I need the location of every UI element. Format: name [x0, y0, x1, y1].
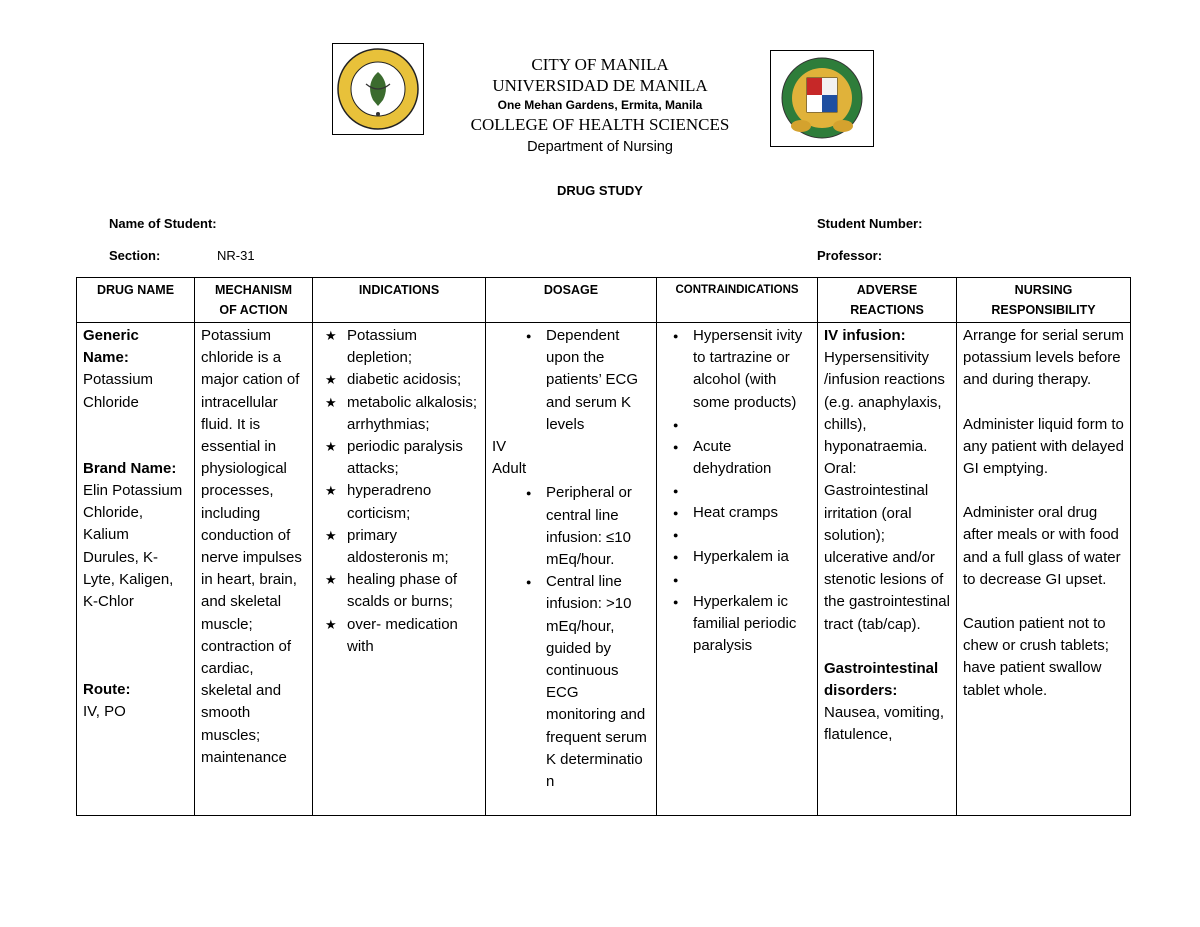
cell-adverse-reactions [818, 323, 957, 816]
dosage-route: IV [492, 438, 507, 456]
header-mechanism: MECHANISM OF ACTION [195, 278, 313, 323]
list-item: ● Hypersensit ivity to tartrazine or alcohol (with some products) [663, 325, 811, 414]
header-drug-name: DRUG NAME [77, 278, 195, 323]
table-header-row [77, 278, 1131, 323]
header-indications: INDICATIONS [313, 278, 486, 323]
list-item: ★ primary aldosteronis m; [319, 525, 479, 569]
list-item: ★ healing phase of scalds or burns; [319, 569, 479, 613]
adverse-gi-text: Nausea, vomiting, flatulence, [824, 704, 945, 744]
header-contraindications: CONTRAINDICATIONS [657, 278, 818, 323]
header-city: CITY OF MANILA [531, 55, 669, 74]
header-university: UNIVERSIDAD DE MANILA [492, 76, 708, 95]
list-item: ★ metabolic alkalosis; arrhythmias; [319, 392, 479, 436]
document-title: DRUG STUDY [557, 183, 643, 198]
table-row [77, 323, 1131, 816]
header-dosage: DOSAGE [486, 278, 657, 323]
section-value: NR-31 [217, 248, 255, 263]
nursing-item: Arrange for serial serum potassium levels before and during therapy. [963, 327, 1124, 389]
list-item: ★ diabetic acidosis; [319, 369, 479, 391]
header-address: One Mehan Gardens, Ermita, Manila [497, 98, 703, 112]
route-value: IV, PO [83, 703, 126, 721]
cell-contraindications [657, 323, 818, 816]
nursing-item: Administer oral drug after meals or with food and a full glass of water to decrease GI upset. [963, 504, 1121, 588]
section-label: Section: [109, 248, 161, 263]
adverse-iv-text: Hypersensitivity /infusion reactions (e.g. anaphylaxis, chills), hyponatraemia. [824, 349, 945, 456]
mechanism-text: Potassium chloride is a major cation of intracellular fluid. It is essential in physiological processes, including conduction of nerve impulses in heart, brain, and skeletal muscle; contraction of cardiac, skeletal and smooth muscles; maintenance [201, 327, 302, 766]
cell-nursing-responsibility [957, 323, 1131, 816]
dosage-intro-list [492, 325, 650, 436]
drug-study-table [76, 277, 1131, 816]
header-adverse-reactions: ADVERSE REACTIONS [818, 278, 957, 323]
adverse-oral-label: Oral: [824, 460, 857, 478]
list-item: ★ over- medication with [319, 614, 479, 658]
cell-mechanism [195, 323, 313, 816]
brand-name-label: Brand Name: [83, 459, 177, 477]
generic-name-value: Potassium Chloride [83, 371, 154, 411]
cell-drug-name [77, 323, 195, 816]
adverse-iv-label: IV infusion: [824, 327, 906, 344]
cell-dosage [486, 323, 657, 816]
adverse-oral-text: Gastrointestinal irritation (oral solution); ulcerative and/or stenotic lesions of the gastrointestinal tract (tab/cap). [824, 482, 950, 633]
indications-list [319, 325, 479, 658]
list-item: ● Central line infusion: >10 mEq/hour, guided by continuous ECG monitoring and frequent serum K determinatio n [492, 571, 650, 793]
list-item: ● Hyperkalem ia [663, 546, 811, 568]
brand-name-value: Elin Potassium Chloride, Kalium Durules, K-Lyte, Kaligen, K-Chlor [83, 482, 183, 611]
list-item: ● Acute dehydration [663, 436, 811, 480]
dosage-items-list [492, 482, 650, 793]
list-item: ★ Potassium depletion; [319, 325, 479, 369]
cell-indications [313, 323, 486, 816]
list-item: ● Heat cramps [663, 502, 811, 524]
student-name-label: Name of Student: [109, 216, 217, 231]
professor-label: Professor: [817, 248, 883, 263]
nursing-item: Administer liquid form to any patient with delayed GI emptying. [963, 415, 1124, 478]
dosage-population: Adult [492, 460, 527, 478]
header-department: Department of Nursing [527, 139, 673, 155]
list-item: ★ hyperadreno corticism; [319, 480, 479, 524]
header-nursing-responsibility: NURSING RESPONSIBILITY [957, 278, 1131, 323]
list-item: ★ periodic paralysis attacks; [319, 436, 479, 480]
student-number-label: Student Number: [817, 216, 923, 231]
list-item: ● Dependent upon the patients’ ECG and serum K levels [492, 325, 650, 436]
contraindications-list [663, 325, 811, 657]
header-college: COLLEGE OF HEALTH SCIENCES [470, 115, 730, 134]
adverse-gi-label: Gastrointestinal disorders: [824, 659, 939, 700]
generic-name-label: Generic Name: [83, 327, 139, 367]
route-label: Route: [83, 681, 131, 699]
list-item: ● Hyperkalem ic familial periodic paralysis [663, 591, 811, 658]
nursing-item: Caution patient not to chew or crush tablets; have patient swallow tablet whole. [963, 615, 1109, 699]
list-item: ● Peripheral or central line infusion: ≤10 mEq/hour. [492, 482, 650, 571]
